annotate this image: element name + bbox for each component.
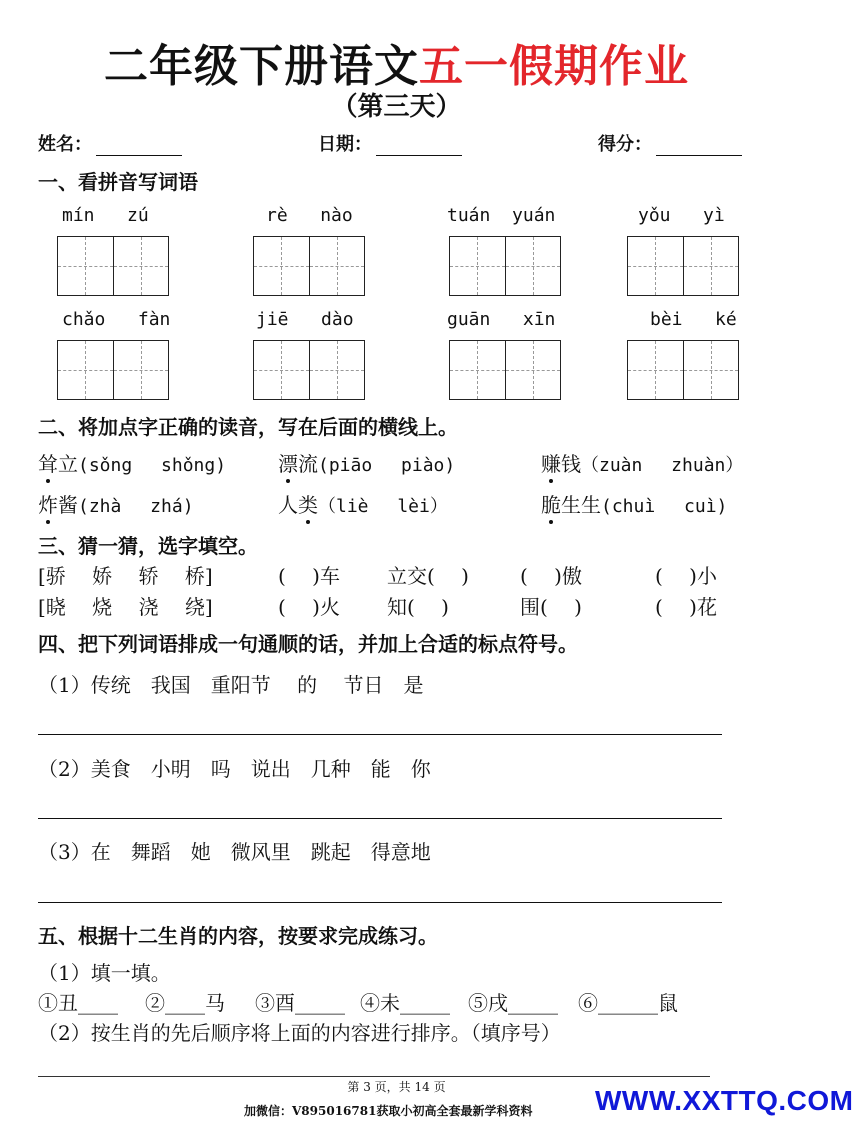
dotted-char: 耸 [38,448,58,477]
fill-blank[interactable]: ( )车 [278,564,340,588]
pinyin-syllable: rè [266,205,288,226]
wechat-note: 加微信：V895016781获取小初高全套最新学科资料 [244,1104,533,1118]
pinyin-syllable: yuán [512,205,556,226]
title-black: 二年级下册语文 [104,41,419,92]
pinyin [266,205,353,226]
date-field [318,130,462,156]
pinyin-syllable: tuán [447,205,491,226]
dotted-char: 漂 [278,448,298,477]
dotted-char: 炸 [38,489,58,518]
dotted-char: 赚 [541,448,561,477]
writing-grid[interactable] [253,236,365,296]
fill-blank[interactable]: ( )傲 [520,564,582,588]
writing-grid[interactable] [253,340,365,400]
reading-item [38,489,194,518]
pinyin-syllable: nào [320,205,353,226]
fill-blank[interactable]: ( )火 [278,595,340,619]
pinyin-options: (piāo piào) [318,455,456,476]
pinyin [638,205,725,226]
pinyin-syllable: guān [447,309,491,330]
pinyin-syllable: bèi [650,309,683,330]
pinyin-options: （liè lèi） [318,496,448,517]
writing-grid[interactable] [627,340,739,400]
section1-heading: 一、看拼音写词语 [38,170,198,194]
writing-grid[interactable] [627,236,739,296]
reading-item [541,448,743,477]
date-blank[interactable] [376,137,462,156]
pinyin [62,309,170,330]
item-text: 人 [278,493,298,517]
pinyin [256,309,354,330]
date-label: 日期： [318,134,372,155]
zodiac-fill[interactable]: ①丑____ [38,991,118,1015]
question-1: （1）传统 我国 重阳节 的 节日 是 [38,673,424,697]
pinyin-syllable: chǎo [62,309,106,330]
dotted-char: 脆 [541,489,561,518]
reading-item [541,489,727,518]
pinyin-syllable: fàn [137,309,171,330]
pinyin-options: （zuàn zhuàn） [581,455,744,476]
writing-grid[interactable] [57,236,169,296]
fill-blank[interactable]: ( )花 [655,595,717,619]
item-text: 立 [58,452,78,476]
pinyin [650,309,737,330]
item-text: 钱 [561,452,581,476]
name-blank[interactable] [96,137,182,156]
writing-grid[interactable] [449,236,561,296]
page-subtitle: （第三天） [331,92,462,122]
title-red: 五一假期作业 [419,41,689,92]
score-field [598,130,742,156]
pinyin-syllable: yì [703,205,725,226]
footer-divider [38,1076,710,1077]
pinyin-options: (chuì cuì) [601,496,728,517]
answer-line[interactable] [38,818,722,819]
pinyin-syllable: dào [321,309,354,330]
item-text: 流 [298,452,318,476]
page-title [0,30,793,94]
name-field [38,130,182,156]
zodiac-fill[interactable]: ②____马 [145,991,225,1015]
question-2: （2）美食 小明 吗 说出 几种 能 你 [38,757,431,781]
pinyin [447,309,555,330]
dotted-char: 类 [298,489,318,518]
pinyin-options: (zhà zhá) [78,496,194,517]
answer-line[interactable] [38,902,722,903]
item-text: 生生 [561,493,601,517]
reading-item [38,448,226,477]
section2-heading: 二、将加点字正确的读音，写在后面的横线上。 [38,415,458,439]
sub-question-2: （2）按生肖的先后顺序将上面的内容进行排序。（填序号） [38,1021,561,1045]
brand-watermark[interactable]: WWW.XXTTQ.COM [595,1085,853,1116]
reading-item [278,448,455,477]
section3-heading: 三、猜一猜，选字填空。 [38,534,258,558]
zodiac-fill[interactable]: ⑥______鼠 [578,991,678,1015]
zodiac-fill[interactable]: ③酉_____ [255,991,345,1015]
section5-heading: 五、根据十二生肖的内容，按要求完成练习。 [38,924,438,948]
char-options: [晓 烧 浇 绕] [38,595,213,619]
pinyin-syllable: mín [62,205,95,226]
writing-grid[interactable] [57,340,169,400]
page-number: 第 3 页，共 14 页 [347,1080,446,1094]
fill-blank[interactable]: ( )小 [655,564,717,588]
writing-grid[interactable] [449,340,561,400]
pinyin [447,205,555,226]
fill-blank[interactable]: 立交( ) [387,564,469,588]
sub-question-1: （1）填一填。 [38,961,171,985]
pinyin [62,205,149,226]
section4-heading: 四、把下列词语排成一句通顺的话，并加上合适的标点符号。 [38,632,578,656]
pinyin-syllable: ké [715,309,737,330]
score-blank[interactable] [656,137,742,156]
pinyin-syllable: zú [127,205,149,226]
pinyin-syllable: yǒu [638,205,671,226]
name-label: 姓名： [38,134,92,155]
zodiac-fill[interactable]: ⑤戌_____ [468,991,558,1015]
zodiac-fill[interactable]: ④未_____ [360,991,450,1015]
item-text: 酱 [58,493,78,517]
fill-blank[interactable]: 知( ) [387,595,449,619]
question-3: （3）在 舞蹈 她 微风里 跳起 得意地 [38,840,431,864]
pinyin-options: (sǒng shǒng) [78,455,227,476]
pinyin-syllable: jiē [256,309,289,330]
answer-line[interactable] [38,734,722,735]
char-options: [骄 娇 轿 桥] [38,564,213,588]
score-label: 得分： [598,134,652,155]
reading-item [278,489,448,518]
fill-blank[interactable]: 围( ) [520,595,582,619]
pinyin-syllable: xīn [522,309,556,330]
